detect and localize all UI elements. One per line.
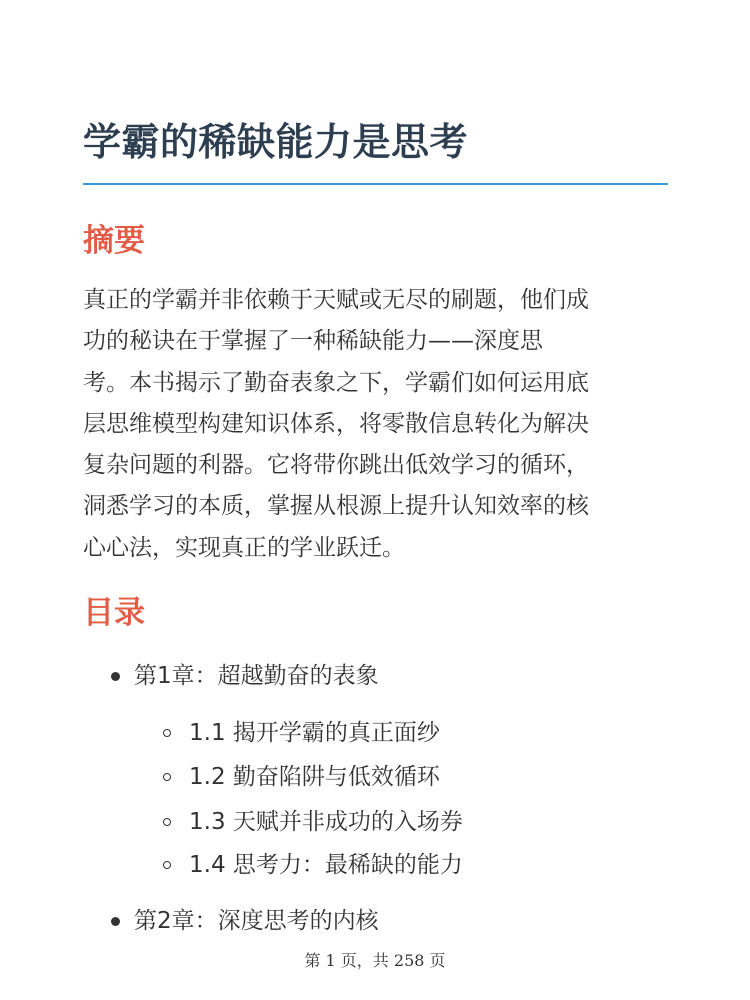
toc-section-label: 1.1 揭开学霸的真正面纱 [189, 720, 440, 746]
toc-chapter-1 [134, 660, 379, 692]
abstract-heading: 摘要 [83, 223, 145, 259]
abstract-line: 功的秘诀在于掌握了一种稀缺能力——深度思 [83, 328, 543, 355]
toc-section-label: 1.2 勤奋陷阱与低效循环 [189, 764, 440, 790]
title-divider [83, 183, 668, 185]
toc-section-1-3 [189, 806, 463, 838]
toc-chapter-label: 第2章：深度思考的内核 [134, 908, 379, 934]
abstract-line: 真正的学霸并非依赖于天赋或无尽的刷题，他们成 [83, 287, 589, 313]
page-number-footer: 第 1 页，共 258 页 [304, 951, 446, 970]
bullet-circle-icon [163, 861, 171, 869]
abstract-line: 洞悉学习的本质，掌握从根源上提升认知效率的核 [83, 493, 589, 520]
toc-heading: 目录 [83, 595, 145, 631]
bullet-circle-icon [163, 818, 171, 826]
toc-section-1-2 [189, 761, 440, 793]
toc-section-label: 1.4 思考力：最稀缺的能力 [189, 852, 463, 878]
abstract-line: 层思维模型构建知识体系，将零散信息转化为解决 [83, 410, 589, 437]
bullet-disc-icon [111, 917, 120, 926]
toc-chapter-2 [134, 905, 379, 937]
toc-chapter-label: 第1章：超越勤奋的表象 [134, 663, 379, 689]
abstract-paragraph [83, 280, 673, 569]
bullet-circle-icon [163, 773, 171, 781]
toc-section-label: 1.3 天赋并非成功的入场券 [189, 809, 463, 835]
abstract-line: 复杂问题的利器。它将带你跳出低效学习的循环， [83, 452, 589, 479]
toc-section-1-4 [189, 849, 463, 881]
bullet-disc-icon [111, 672, 120, 681]
abstract-line: 心心法，实现真正的学业跃迁。 [83, 534, 405, 561]
abstract-line: 考。本书揭示了勤奋表象之下，学霸们如何运用底 [83, 369, 589, 396]
bullet-circle-icon [163, 729, 171, 737]
toc-section-1-1 [189, 717, 440, 749]
document-title: 学霸的稀缺能力是思考 [83, 120, 469, 164]
